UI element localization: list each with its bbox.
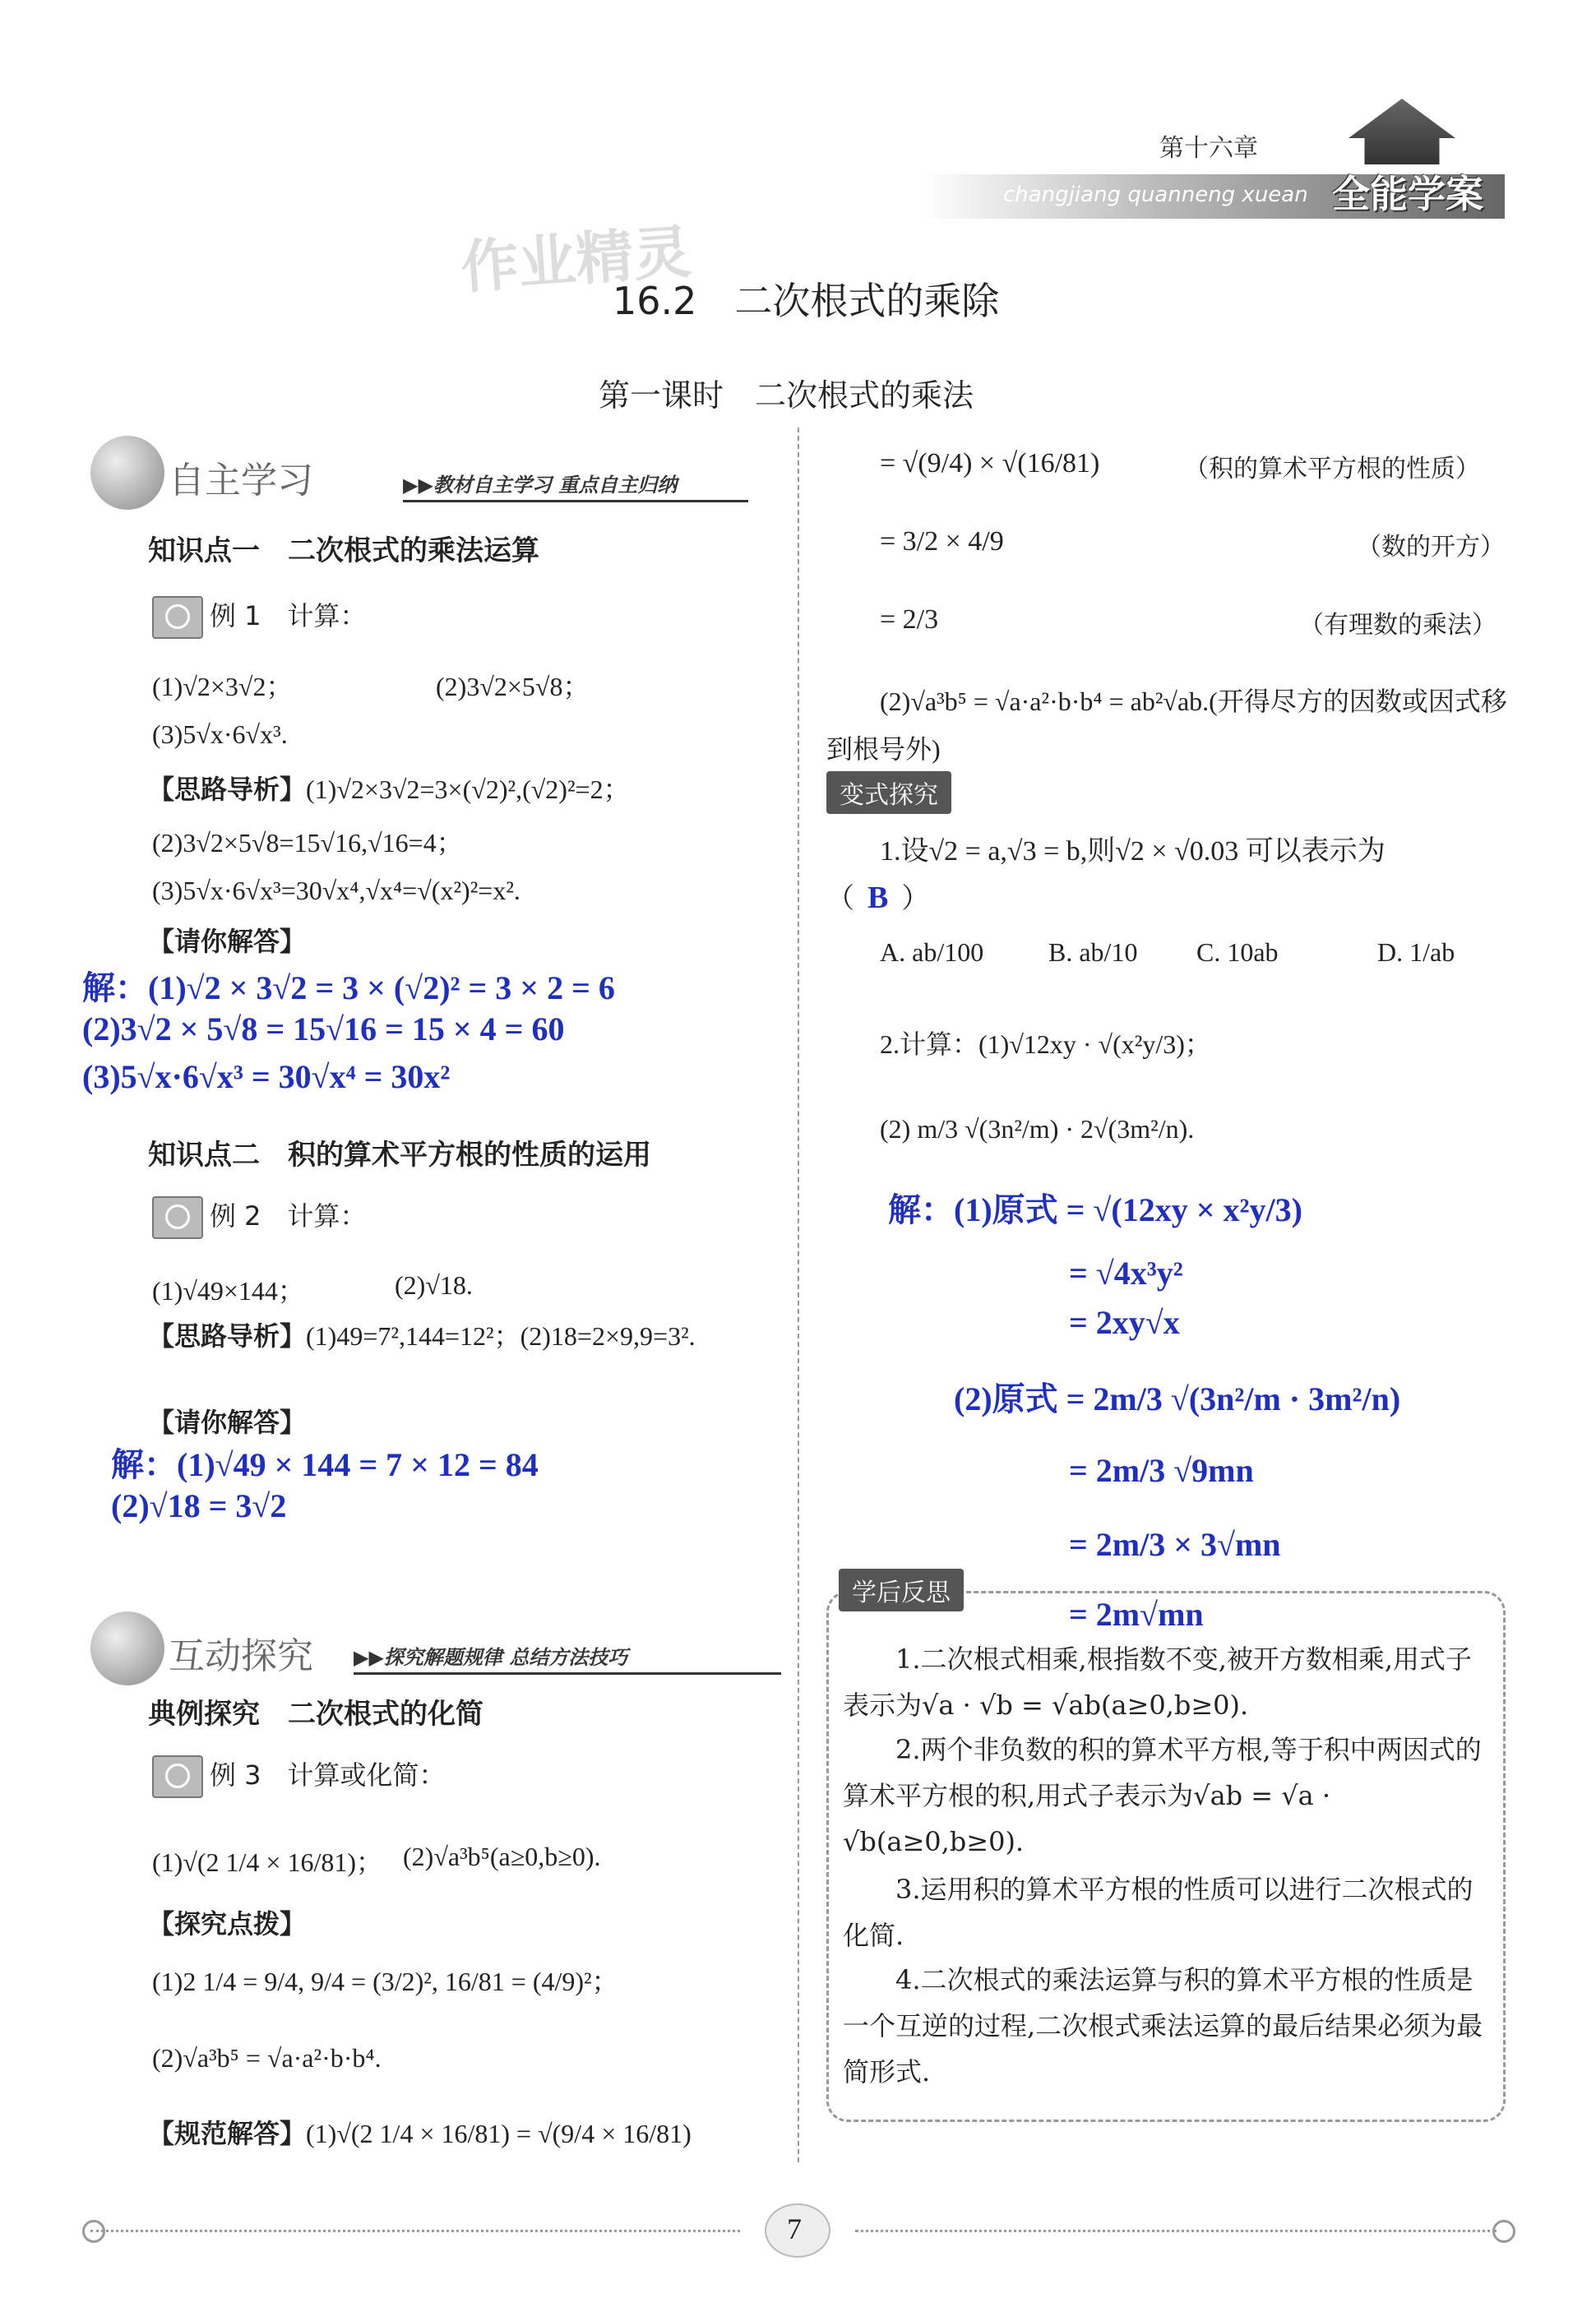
ex3-item-2: (2)√a³b⁵(a≥0,b≥0). xyxy=(403,1842,601,1871)
chapter-label: 第十六章 xyxy=(1159,134,1258,163)
ex1-analysis-line-1: 【思路导析】(1)√2×3√2=3×(√2)²,(√2)²=2； xyxy=(148,774,630,805)
ex2-analysis: 【思路导析】(1)49=7²,144=12²；(2)18=2×9,9=3². xyxy=(148,1320,696,1352)
ex1-answer-2: (2)3√2 × 5√8 = 15√16 = 15 × 4 = 60 xyxy=(82,1010,565,1047)
typical-example: 典例探究 二次根式的化简 xyxy=(148,1698,483,1731)
answer-tag-1: 【请你解答】 xyxy=(148,926,307,957)
banner-title: 互动探究 xyxy=(169,1635,313,1677)
ex2-answer-2: (2)√18 = 3√2 xyxy=(111,1487,287,1524)
ex3-hint-tag: 【探究点拨】 xyxy=(148,1908,307,1939)
footer-line-right xyxy=(855,2230,1497,2232)
reflection-1: 1.二次根式相乘,根指数不变,被开方数相乘,用式子表示为√a · √b = √ab(a≥0,b≥0). xyxy=(843,1644,1473,1721)
ex2-answer-1: 解：(1)√49 × 144 = 7 × 12 = 84 xyxy=(111,1446,539,1483)
page-number: 7 xyxy=(787,2212,802,2245)
example-icon xyxy=(152,596,203,639)
ex3-standard-answer: 【规范解答】(1)√(2 1/4 × 16/81) = √(9/4 × 16/81) xyxy=(148,2118,692,2149)
question-2-part-2: (2) m/3 √(3n²/m) · 2√(3m²/n). xyxy=(880,1114,1195,1144)
ex1-item-1: (1)√2×3√2； xyxy=(152,672,293,701)
q2-answer-2: = √4x³y² xyxy=(1069,1255,1183,1292)
ex3-step-1-note: （积的算术平方根的性质） xyxy=(1184,455,1480,483)
watermark: 作业精灵 xyxy=(458,218,693,302)
knowledge-point-2: 知识点二 积的算术平方根的性质的运用 xyxy=(148,1139,651,1172)
ex3-part-2: (2)√a³b⁵ = √a·a²·b·b⁴ = ab²√ab.(开得尽方的因数或因式移到根号外) xyxy=(826,687,1507,764)
footer-line-left xyxy=(90,2230,740,2232)
reflection-3: 3.运用积的算术平方根的性质可以进行二次根式的化简. xyxy=(843,1874,1473,1951)
ex3-step-3: = 2/3 xyxy=(880,604,939,635)
reflection-2: 2.两个非负数的积的算术平方根,等于积中两因式的算术平方根的积,用式子表示为√ab = √a · √b(a≥0,b≥0). xyxy=(843,1734,1482,1857)
banner-slogan: ▶▶探究解题规律 总结方法技巧 xyxy=(354,1646,628,1669)
example-2-label: 例 2 计算： xyxy=(152,1196,367,1239)
ex3-hint-1: (1)2 1/4 = 9/4, 9/4 = (3/2)², 16/81 = (4/9)²； xyxy=(152,1967,618,1996)
ex1-answer-1: 解：(1)√2 × 3√2 = 3 × (√2)² = 3 × 2 = 6 xyxy=(82,969,615,1006)
page-title: 16.2 二次根式的乘除 xyxy=(613,279,1000,323)
brand-pinyin: changjiang quanneng xuean xyxy=(1003,183,1308,207)
question-2: 2.计算：(1)√12xy · √(x²y/3)； xyxy=(880,1029,1211,1059)
ex3-item-1: (1)√(2 1/4 × 16/81)； xyxy=(152,1847,383,1877)
globe-icon xyxy=(90,436,164,510)
ex1-analysis-line-3: (3)5√x·6√x³=30√x⁴,√x⁴=√(x²)²=x². xyxy=(152,876,520,905)
ex3-step-2: = 3/2 × 4/9 xyxy=(880,526,1004,557)
banner-self-study xyxy=(90,436,748,510)
column-divider xyxy=(798,428,799,2162)
q2-answer-6: = 2m/3 × 3√mn xyxy=(1069,1526,1281,1563)
q1-option-a: A. ab/100 xyxy=(880,937,984,967)
q1-option-c: C. 10ab xyxy=(1196,937,1279,967)
globe-icon xyxy=(90,1611,164,1685)
ex3-step-2-note: （数的开方） xyxy=(1357,533,1505,562)
q2-answer-5: = 2m/3 √9mn xyxy=(1069,1452,1254,1489)
ex1-item-2: (2)3√2×5√8； xyxy=(436,672,590,701)
lesson-subtitle: 第一课时 二次根式的乘法 xyxy=(599,377,974,414)
question-1-answer: （ B ） xyxy=(826,881,930,915)
ex2-item-2: (2)√18. xyxy=(395,1270,473,1300)
reflection-tag: 学后反思 xyxy=(839,1569,964,1611)
ex3-step-1: = √(9/4) × √(16/81) xyxy=(880,448,1100,479)
ex1-answer-3: (3)5√x·6√x³ = 30√x⁴ = 30x² xyxy=(82,1058,451,1095)
q2-answer-7: = 2m√mn xyxy=(1069,1596,1204,1633)
ex1-analysis-line-2: (2)3√2×5√8=15√16,√16=4； xyxy=(152,828,463,858)
banner-slogan: ▶▶教材自主学习 重点自主归纳 xyxy=(403,474,678,497)
ex3-hint-2: (2)√a³b⁵ = √a·a²·b·b⁴. xyxy=(152,2043,382,2073)
q2-answer-4: (2)原式 = 2m/3 √(3n²/m · 3m²/n) xyxy=(954,1380,1401,1417)
banner-rule xyxy=(403,500,748,502)
footer-ornament-right xyxy=(1492,2220,1515,2243)
banner-interactive xyxy=(90,1611,748,1685)
answer-tag-2: 【请你解答】 xyxy=(148,1407,307,1438)
pagoda-icon xyxy=(1349,99,1455,164)
example-3-label: 例 3 计算或化简： xyxy=(152,1755,446,1798)
q1-option-d: D. 1/ab xyxy=(1377,937,1455,967)
example-1-label: 例 1 计算： xyxy=(152,596,367,639)
example-icon xyxy=(152,1196,203,1239)
knowledge-point-1: 知识点一 二次根式的乘法运算 xyxy=(148,534,539,567)
ex3-step-3-note: （有理数的乘法） xyxy=(1299,611,1497,640)
q1-option-b: B. ab/10 xyxy=(1048,937,1138,967)
banner-rule xyxy=(354,1672,781,1675)
ex1-item-3: (3)5√x·6√x³. xyxy=(152,719,288,749)
example-icon xyxy=(152,1755,203,1798)
question-1: 1.设√2 = a,√3 = b,则√2 × √0.03 可以表示为 xyxy=(880,836,1386,867)
footer-ornament-left xyxy=(82,2220,105,2243)
variant-tag: 变式探究 xyxy=(826,771,951,814)
q2-answer-3: = 2xy√x xyxy=(1069,1304,1180,1341)
reflection-4: 4.二次根式的乘法运算与积的算术平方根的性质是一个互逆的过程,二次根式乘法运算的最后结果必须为最简形式. xyxy=(843,1964,1483,2087)
ex2-item-1: (1)√49×144； xyxy=(152,1276,304,1306)
brand-logo: 全能学案 xyxy=(1332,172,1483,216)
q2-answer-1: 解：(1)原式 = √(12xy × x²y/3) xyxy=(888,1191,1302,1228)
banner-title: 自主学习 xyxy=(169,460,313,502)
